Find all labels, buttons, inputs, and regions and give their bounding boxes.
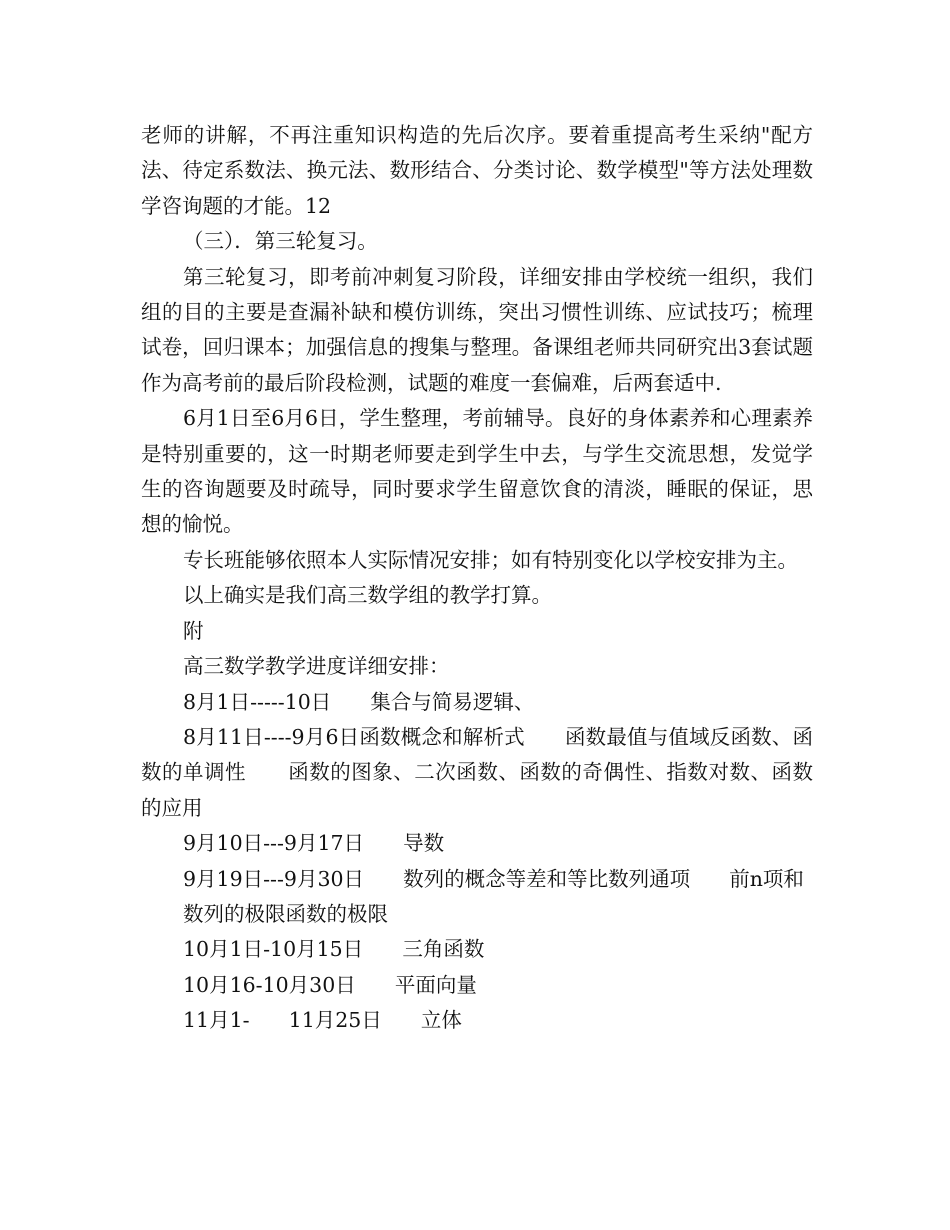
paragraph-methods-continuation: 老师的讲解，不再注重知识构造的先后次序。要着重提高考生采纳"配方法、待定系数法、换元法、数形结合、分类讨论、数学模型"等方法处理数学咨询题的才能。12 [141,123,813,218]
paragraph-conclusion: 以上确实是我们高三数学组的教学打算。 [183,583,552,608]
paragraph-june-schedule: 6月1日至6月6日，学生整理，考前辅导。良好的身体素养和心理素养是特别重要的，这一时期老师要走到学生中去，与学生交流思想，发觉学生的咨询题要及时疏导，同时要求学生留意饮食的清淡，睡眠的保证，思想的愉悦。 [141,406,813,537]
appendix-label: 附 [183,618,204,643]
schedule-item: 8月11日----9月6日函数概念和解析式 函数最值与值域反函数、函数的单调性 函数的图象、二次函数、函数的奇偶性、指数对数、函数的应用 [141,724,813,820]
schedule-item: 10月1日-10月15日 三角函数 [183,937,485,962]
schedule-heading: 高三数学教学进度详细安排： [183,654,450,679]
schedule-item: 数列的极限函数的极限 [183,901,388,926]
section-heading-third-review: （三）．第三轮复习。 [183,229,378,254]
schedule-item: 8月1日-----10日 集合与简易逻辑、 [183,689,535,714]
schedule-item: 10月16-10月30日 平面向量 [183,972,477,997]
schedule-item: 11月1- 11月25日 立体 [183,1008,462,1033]
document-body [141,118,813,1039]
paragraph-third-review: 第三轮复习，即考前冲刺复习阶段，详细安排由学校统一组织，我们组的目的主要是查漏补缺和模仿训练，突出习惯性训练、应试技巧；梳理试卷，回归课本；加强信息的搜集与整理。备课组老师共同研究出3套试题作为高考前的最后阶段检测，试题的难度一套偏难，后两套适中. [141,264,813,395]
paragraph-specialty-class: 专长班能够依照本人实际情况安排；如有特别变化以学校安排为主。 [183,547,798,572]
schedule-item: 9月19日---9月30日 数列的概念等差和等比数列通项 前n项和 [183,866,804,891]
schedule-item: 9月10日---9月17日 导数 [183,831,445,856]
